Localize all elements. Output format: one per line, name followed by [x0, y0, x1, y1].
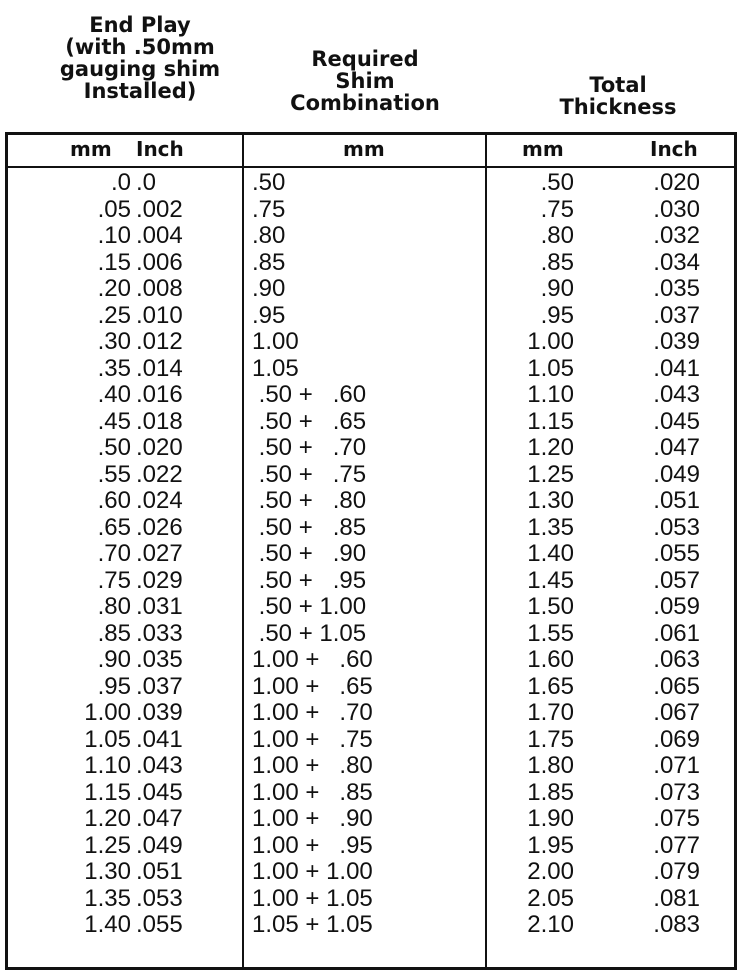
table-row	[0, 303, 752, 330]
shim-combination-cell: 1.00 + 1.00	[252, 858, 373, 885]
table-row	[0, 356, 752, 383]
end-play-mm-cell: .30	[97, 328, 131, 355]
end-play-inch-cell: .027	[136, 540, 183, 567]
end-play-mm-cell: .10	[97, 222, 131, 249]
end-play-inch-cell: .041	[136, 725, 183, 753]
total-inch-cell: .049	[653, 460, 700, 488]
table-row	[0, 435, 752, 462]
end-play-mm-cell: 1.00	[84, 699, 131, 726]
total-mm-cell: 1.10	[527, 381, 574, 408]
total-inch-cell: .069	[653, 725, 700, 753]
table-row	[0, 886, 752, 913]
shim-combination-cell: .85	[252, 248, 286, 276]
total-thickness-header	[488, 74, 748, 118]
end-play-inch-cell: .051	[136, 858, 183, 885]
end-play-mm-cell: 1.15	[84, 778, 131, 806]
shim-combination-cell: .50 + .75	[252, 460, 367, 488]
end-play-inch-cell: .047	[136, 805, 183, 832]
end-play-mm-cell: .15	[97, 248, 131, 276]
shim-combination-cell: .50 + .85	[252, 513, 367, 541]
end-play-mm-cell: 1.20	[84, 805, 131, 832]
total-inch-cell: .067	[653, 699, 700, 726]
shim-combination-cell: 1.00 + .80	[252, 752, 373, 779]
end-play-mm-cell: .80	[97, 593, 131, 620]
total-inch-cell: .077	[653, 831, 700, 859]
end-play-inch-cell: .033	[136, 619, 183, 647]
end-play-mm-cell: .95	[97, 672, 131, 700]
table-row	[0, 197, 752, 224]
shim-combination-cell: 1.05	[252, 354, 299, 382]
total-thickness-header-line: Total	[589, 73, 647, 97]
end-play-header-line: (with .50mm	[65, 35, 215, 59]
table-row	[0, 409, 752, 436]
total-mm-cell: .80	[540, 222, 574, 249]
shim-combination-cell: .95	[252, 301, 286, 329]
total-mm-cell: .85	[540, 248, 574, 276]
shim-combination-cell: .50 + 1.00	[252, 593, 367, 620]
required-shim-header-line: Required	[311, 47, 419, 71]
total-mm-cell: 1.90	[527, 805, 574, 832]
table-row	[0, 833, 752, 860]
total-mm-subheader: mm	[522, 137, 564, 161]
shim-mm-subheader: mm	[343, 137, 385, 161]
shim-combination-cell: .50 + 1.05	[252, 619, 367, 647]
end-play-inch-cell: .039	[136, 699, 183, 726]
total-inch-subheader: Inch	[650, 137, 698, 161]
end-play-mm-cell: .25	[97, 301, 131, 329]
total-inch-cell: .055	[653, 540, 700, 567]
shim-combination-cell: .90	[252, 275, 286, 302]
shim-combination-cell: 1.05 + 1.05	[252, 911, 373, 938]
end-play-mm-cell: .55	[97, 460, 131, 488]
end-play-mm-cell: .70	[97, 540, 131, 567]
total-inch-cell: .037	[653, 301, 700, 329]
end-play-mm-cell: .20	[97, 275, 131, 302]
total-inch-cell: .020	[653, 169, 700, 196]
end-play-mm-cell: .40	[97, 381, 131, 408]
total-mm-cell: 1.55	[527, 619, 574, 647]
end-play-mm-cell: 1.35	[84, 884, 131, 912]
total-inch-cell: .041	[653, 354, 700, 382]
shim-combination-cell: 1.00 + .90	[252, 805, 373, 832]
table-row	[0, 621, 752, 648]
shim-combination-cell: 1.00 + .70	[252, 699, 373, 726]
total-inch-cell: .063	[653, 646, 700, 673]
end-play-header	[40, 14, 240, 102]
end-play-mm-cell: .65	[97, 513, 131, 541]
end-play-inch-cell: .026	[136, 513, 183, 541]
total-mm-cell: .90	[540, 275, 574, 302]
total-inch-cell: .053	[653, 513, 700, 541]
total-mm-cell: 1.00	[527, 328, 574, 355]
total-mm-cell: 1.50	[527, 593, 574, 620]
end-play-inch-cell: .024	[136, 487, 183, 514]
table-row	[0, 753, 752, 780]
required-shim-header-line: Shim	[335, 69, 395, 93]
shim-combination-cell: .50 + .70	[252, 434, 367, 461]
end-play-inch-cell: .010	[136, 301, 183, 329]
total-inch-cell: .059	[653, 593, 700, 620]
total-thickness-header-line: Thickness	[559, 95, 677, 119]
total-mm-cell: .95	[540, 301, 574, 329]
shim-combination-cell: .75	[252, 195, 286, 223]
end-play-mm-cell: 1.40	[84, 911, 131, 938]
end-play-inch-cell: .020	[136, 434, 183, 461]
total-mm-cell: 1.95	[527, 831, 574, 859]
subheader-divider	[5, 166, 737, 168]
shim-combination-cell: .80	[252, 222, 286, 249]
total-inch-cell: .075	[653, 805, 700, 832]
shim-combination-cell: .50 + .90	[252, 540, 367, 567]
total-mm-cell: 1.25	[527, 460, 574, 488]
total-inch-cell: .030	[653, 195, 700, 223]
end-play-mm-cell: .45	[97, 407, 131, 435]
shim-combination-cell: .50 + .80	[252, 487, 367, 514]
total-mm-cell: 1.35	[527, 513, 574, 541]
total-mm-cell: 1.70	[527, 699, 574, 726]
shim-combination-cell: .50 + .65	[252, 407, 367, 435]
end-play-inch-cell: .022	[136, 460, 183, 488]
end-play-inch-cell: .045	[136, 778, 183, 806]
total-inch-cell: .065	[653, 672, 700, 700]
total-mm-cell: 1.05	[527, 354, 574, 382]
total-inch-cell: .081	[653, 884, 700, 912]
end-play-inch-cell: .031	[136, 593, 183, 620]
table-row	[0, 912, 752, 939]
total-inch-cell: .047	[653, 434, 700, 461]
end-play-inch-cell: .035	[136, 646, 183, 673]
total-mm-cell: 1.80	[527, 752, 574, 779]
table-row	[0, 806, 752, 833]
table-row	[0, 647, 752, 674]
end-play-mm-cell: .05	[97, 195, 131, 223]
end-play-header-line: gauging shim	[59, 57, 221, 81]
end-play-mm-cell: 1.25	[84, 831, 131, 859]
table-row	[0, 382, 752, 409]
end-play-mm-cell: .50	[97, 434, 131, 461]
total-inch-cell: .073	[653, 778, 700, 806]
shim-combination-cell: 1.00 + .60	[252, 646, 373, 673]
total-inch-cell: .079	[653, 858, 700, 885]
total-inch-cell: .043	[653, 381, 700, 408]
end-play-header-line: Installed)	[83, 79, 197, 103]
table-row	[0, 594, 752, 621]
required-shim-header-line: Combination	[290, 91, 440, 115]
end-play-mm-cell: .60	[97, 487, 131, 514]
end-play-inch-cell: .002	[136, 195, 183, 223]
table-row	[0, 329, 752, 356]
table-row	[0, 462, 752, 489]
total-mm-cell: .75	[540, 195, 574, 223]
shim-combination-cell: 1.00 + .85	[252, 778, 373, 806]
total-inch-cell: .061	[653, 619, 700, 647]
total-mm-cell: 1.45	[527, 566, 574, 594]
table-row	[0, 488, 752, 515]
total-inch-cell: .045	[653, 407, 700, 435]
table-row	[0, 780, 752, 807]
end-play-mm-cell: .90	[97, 646, 131, 673]
table-row	[0, 276, 752, 303]
table-row	[0, 541, 752, 568]
shim-combination-cell: 1.00 + .75	[252, 725, 373, 753]
total-mm-cell: 1.85	[527, 778, 574, 806]
end-play-inch-subheader: Inch	[136, 137, 184, 161]
table-row	[0, 727, 752, 754]
total-inch-cell: .083	[653, 911, 700, 938]
end-play-mm-cell: 1.05	[84, 725, 131, 753]
end-play-inch-cell: .053	[136, 884, 183, 912]
shim-combination-cell: 1.00 + .65	[252, 672, 373, 700]
end-play-mm-cell: .75	[97, 566, 131, 594]
total-mm-cell: 1.30	[527, 487, 574, 514]
total-mm-cell: 2.00	[527, 858, 574, 885]
table-row	[0, 700, 752, 727]
shim-combination-cell: 1.00 + 1.05	[252, 884, 373, 912]
total-mm-cell: 2.05	[527, 884, 574, 912]
end-play-inch-cell: .037	[136, 672, 183, 700]
end-play-inch-cell: .016	[136, 381, 183, 408]
end-play-mm-cell: 1.10	[84, 752, 131, 779]
table-body	[0, 170, 752, 939]
end-play-inch-cell: .029	[136, 566, 183, 594]
total-inch-cell: .034	[653, 248, 700, 276]
end-play-inch-cell: .049	[136, 831, 183, 859]
total-mm-cell: 1.65	[527, 672, 574, 700]
total-inch-cell: .071	[653, 752, 700, 779]
shim-combination-cell: 1.00 + .95	[252, 831, 373, 859]
required-shim-header	[240, 48, 490, 114]
table-row	[0, 859, 752, 886]
shim-combination-cell: .50	[252, 169, 286, 196]
table-row	[0, 674, 752, 701]
end-play-inch-cell: .055	[136, 911, 183, 938]
table-row	[0, 170, 752, 197]
end-play-inch-cell: .012	[136, 328, 183, 355]
end-play-mm-cell: .35	[97, 354, 131, 382]
shim-combination-cell: .50 + .60	[252, 381, 367, 408]
end-play-inch-cell: .006	[136, 248, 183, 276]
end-play-inch-cell: .0	[136, 169, 157, 196]
end-play-mm-subheader: mm	[70, 137, 112, 161]
shim-combination-cell: 1.00	[252, 328, 299, 355]
total-inch-cell: .035	[653, 275, 700, 302]
end-play-inch-cell: .004	[136, 222, 183, 249]
end-play-inch-cell: .014	[136, 354, 183, 382]
total-mm-cell: .50	[540, 169, 574, 196]
end-play-header-line: End Play	[89, 13, 191, 37]
total-mm-cell: 1.60	[527, 646, 574, 673]
total-mm-cell: 1.20	[527, 434, 574, 461]
end-play-mm-cell: .0	[110, 169, 131, 196]
end-play-mm-cell: 1.30	[84, 858, 131, 885]
table-row	[0, 223, 752, 250]
total-inch-cell: .039	[653, 328, 700, 355]
table-row	[0, 568, 752, 595]
total-mm-cell: 1.15	[527, 407, 574, 435]
end-play-inch-cell: .043	[136, 752, 183, 779]
table-row	[0, 250, 752, 277]
shim-combination-cell: .50 + .95	[252, 566, 367, 594]
end-play-mm-cell: .85	[97, 619, 131, 647]
total-mm-cell: 2.10	[527, 911, 574, 938]
table-row	[0, 515, 752, 542]
end-play-inch-cell: .018	[136, 407, 183, 435]
total-inch-cell: .051	[653, 487, 700, 514]
end-play-inch-cell: .008	[136, 275, 183, 302]
total-inch-cell: .057	[653, 566, 700, 594]
total-inch-cell: .032	[653, 222, 700, 249]
total-mm-cell: 1.40	[527, 540, 574, 567]
total-mm-cell: 1.75	[527, 725, 574, 753]
